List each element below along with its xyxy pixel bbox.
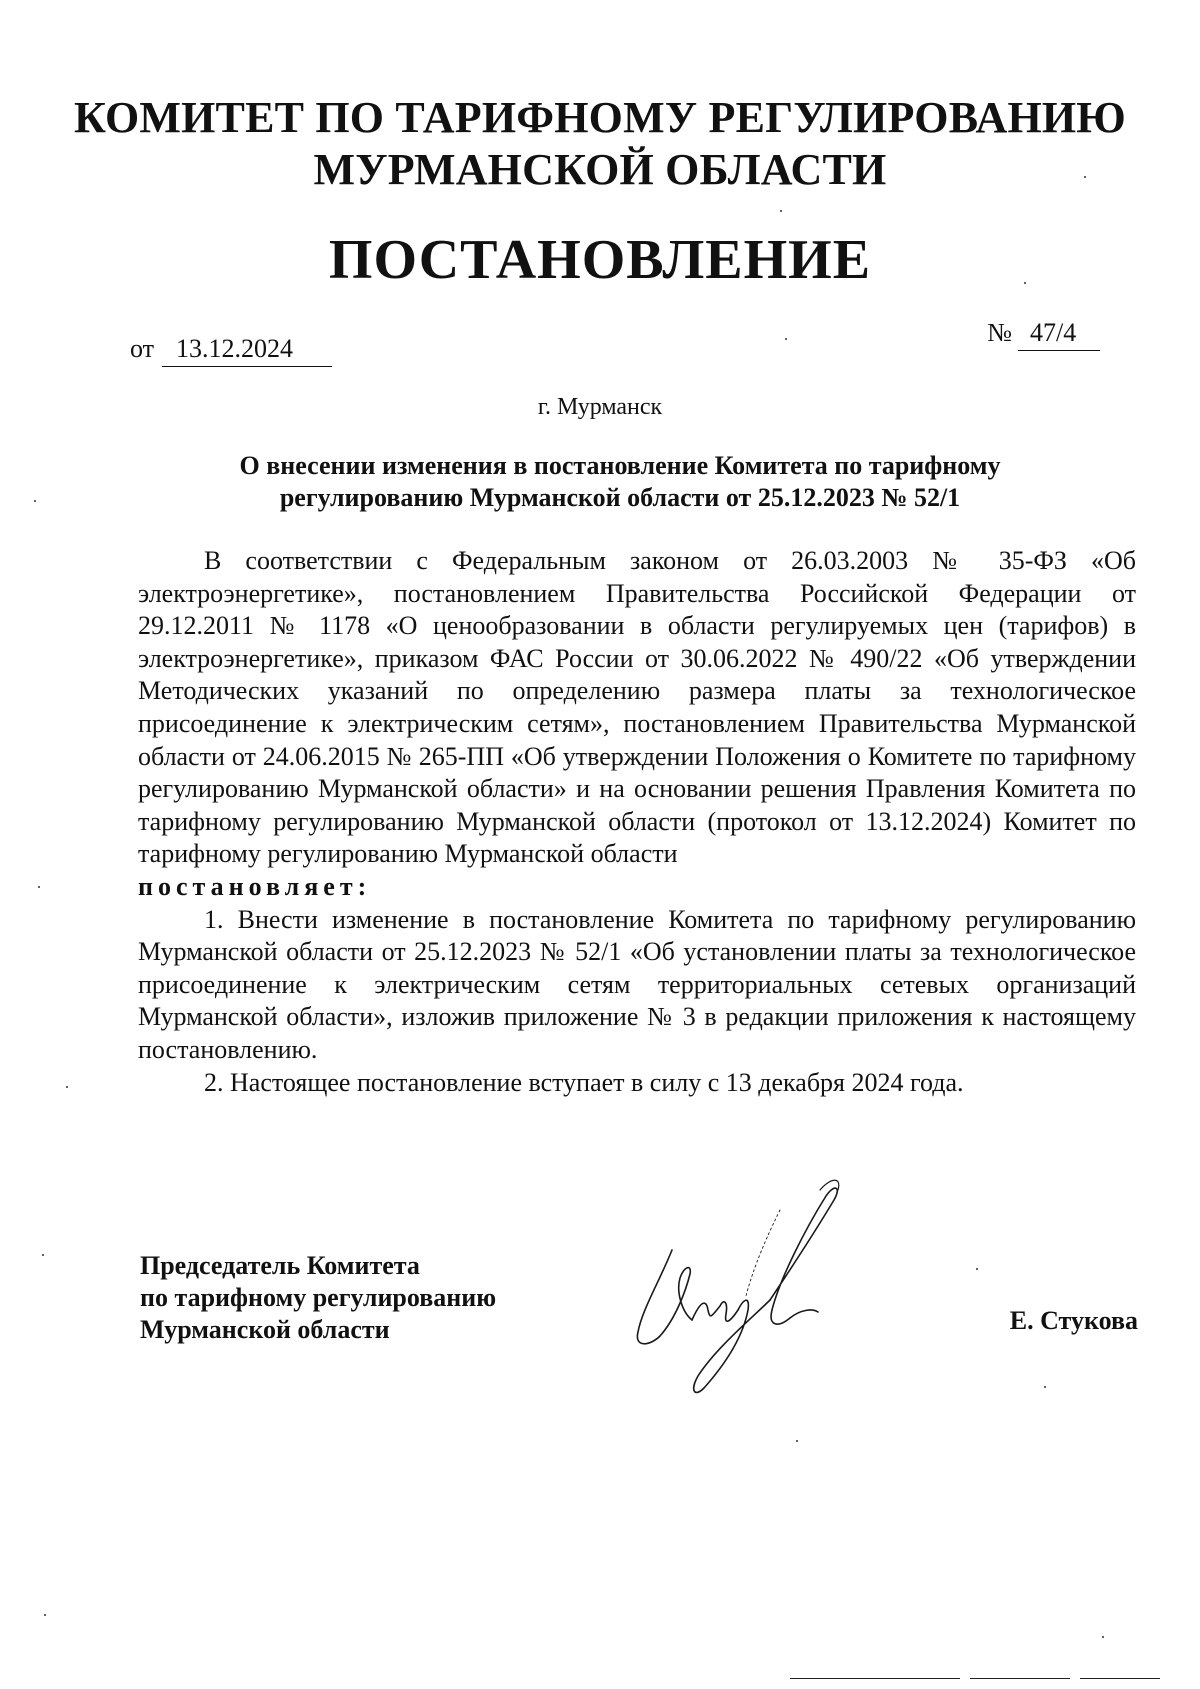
scan-speck xyxy=(1024,282,1026,284)
scan-edge-line xyxy=(1080,1678,1160,1679)
document-subject: О внесении изменения в постановление Комитета по тарифному регулированию Мурманской области от 25.12.2023 № 52/1 xyxy=(239,451,1001,512)
scan-speck xyxy=(1044,1386,1046,1388)
scan-speck xyxy=(1084,176,1086,178)
scan-speck xyxy=(796,1440,798,1442)
scan-speck xyxy=(38,886,40,888)
resolve-word: постановляет: xyxy=(138,871,372,901)
signatory-position xyxy=(140,1250,496,1346)
organization-title-line-2: МУРМАНСКОЙ ОБЛАСТИ xyxy=(313,145,887,194)
handwritten-signature xyxy=(620,1170,880,1400)
date-prefix: от xyxy=(130,334,155,363)
scan-speck xyxy=(976,1268,978,1270)
scan-speck xyxy=(1102,1636,1104,1638)
document-date xyxy=(130,334,332,367)
signatory-position-line-2: по тарифному регулированию xyxy=(140,1283,497,1312)
scan-speck xyxy=(42,1254,44,1256)
scan-speck xyxy=(785,338,787,340)
number-value: 47/4 xyxy=(1018,318,1100,351)
scan-edge-line xyxy=(970,1678,1070,1679)
preamble-paragraph: В соответствии с Федеральным законом от 26.03.2003 № 35-ФЗ «Об электроэнергетике», постановлением Правительства Российской Федерации от 29.12.2011 № 1178 «О ценообразовании в области регулируемых цен (тарифов) в электроэнергетике», приказом ФАС России от 30.06.2022 № 490/22 «Об утверждении Методических указаний по определению размера платы за технологическое присоединение к электрическим сетям», постановлением Правительства Мурманской области от 24.06.2015 № 265-ПП «Об утверждении Положения о Комитете по тарифному регулированию Мурманской области» и на основании решения Правления Комитета по тарифному регулированию Мурманской области (протокол от 13.12.2024) Комитет по тарифному регулированию Мурманской области xyxy=(138,546,1136,869)
scan-edge-line xyxy=(790,1678,960,1679)
item-1-paragraph: 1. Внести изменение в постановление Комитета по тарифному регулированию Мурманской области от 25.12.2023 № 52/1 «Об установлении платы за технологическое присоединение к электрическим сетям территориальных сетевых организаций Мурманской области», изложив приложение № 3 в редакции приложения к настоящему постановлению. xyxy=(138,904,1136,1064)
organization-title-line-1: КОМИТЕТ ПО ТАРИФНОМУ РЕГУЛИРОВАНИЮ xyxy=(73,93,1127,142)
document-city: г. Мурманск xyxy=(537,394,663,420)
date-value: 13.12.2024 xyxy=(162,334,332,367)
organization-title xyxy=(60,92,1140,196)
scan-speck xyxy=(780,210,782,212)
signatory-position-line-1: Председатель Комитета xyxy=(140,1251,420,1280)
scan-speck xyxy=(66,1086,68,1088)
signer-name: Е. Стукова xyxy=(1009,1306,1138,1335)
signatory-position-line-3: Мурманской области xyxy=(140,1315,390,1344)
scan-speck xyxy=(44,1614,46,1616)
document-number xyxy=(987,318,1100,351)
document-type-heading: ПОСТАНОВЛЕНИЕ xyxy=(328,229,872,291)
number-prefix: № xyxy=(987,318,1012,347)
scan-speck xyxy=(34,500,36,502)
document-body xyxy=(138,545,1136,1099)
item-2-paragraph: 2. Настоящее постановление вступает в силу с 13 декабря 2024 года. xyxy=(204,1067,964,1097)
